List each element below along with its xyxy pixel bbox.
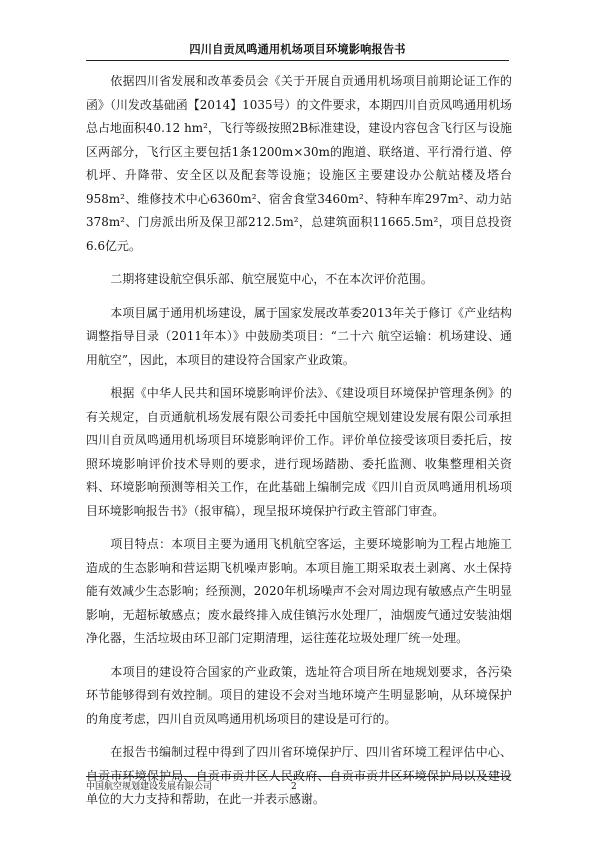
page-header	[86, 38, 509, 61]
paragraph-project-overview: 依据四川省发展和改革委员会《关于开展自贡通用机场项目前期论证工作的函》（川发改基础函【2014】1035号）的文件要求，本期四川自贡凤鸣通用机场总占地面积40.12 hm²，飞行等级按照2B标准建设，建设内容包含飞行区与设施区两部分，飞行区主要包括1条1200m×30m的跑道、联络道、平行滑行道、停机坪、升降带、安全区以及配套等设施；设施区主要建设办公航站楼及塔台958m²、维修技术中心6360m²、宿舍食堂3460m²、特种车库297m²、动力站378m²、门房派出所及保卫部212.5m²，总建筑面积11665.5m²，项目总投资6.6亿元。	[86, 74, 512, 253]
page-footer	[86, 776, 509, 795]
paragraph-conclusion: 本项目的建设符合国家的产业政策，选址符合项目所在地规划要求，各污染环节能够得到有效控制。项目的建设不会对当地环境产生明显影响，从环境保护的角度考虑，四川自贡凤鸣通用机场项目的建设是可行的。	[86, 664, 512, 726]
footer-organization: 中国航空规划建设发展有限公司	[86, 782, 213, 792]
page-number: 2	[291, 782, 297, 792]
document-title: 四川自贡凤鸣通用机场项目环境影响报告书	[189, 43, 406, 56]
paragraph-industry-policy: 本项目属于通用机场建设，属于国家发展改革委2013年关于修订《产业结构调整指导目录（2011年本）》中鼓励类项目：“二十六 航空运输：机场建设、通用航空”，因此，本项目的建设符合国家产业政策。	[86, 305, 512, 367]
paragraph-legal-basis: 根据《中华人民共和国环境影响评价法》、《建设项目环境保护管理条例》的有关规定，自贡通航机场发展有限公司委托中国航空规划建设发展有限公司承担四川自贡凤鸣通用机场项目环境影响评价工作。评价单位接受该项目委托后，按照环境影响评价技术导则的要求，进行现场踏勘、委托监测、收集整理相关资料、环境影响预测等相关工作，在此基础上编制完成《四川自贡凤鸣通用机场项目环境影响报告书》（报审稿），现呈报环境保护行政主管部门审查。	[86, 386, 512, 518]
paragraph-project-features: 项目特点：本项目主要为通用飞机航空客运，主要环境影响为工程占地施工造成的生态影响和营运期飞机噪声影响。本项目施工期采取表土剥离、水土保持能有效减少生态影响；经预测，2020年机场噪声不会对周边现有敏感点产生明显影响，无超标敏感点；废水最终排入成佳镇污水处理厂，油烟废气通过安装油烟净化器，生活垃圾由环卫部门定期清理，运往莲花垃圾处理厂统一处理。	[86, 537, 512, 645]
paragraph-acknowledgements: 在报告书编制过程中得到了四川省环境保护厅、四川省环境工程评估中心、自贡市环境保护局、自贡市贡井区人民政府、自贡市贡井区环境保护局以及建设单位的大力支持和帮助，在此一并表示感谢。	[86, 745, 512, 806]
paragraph-phase-two: 二期将建设航空俱乐部、航空展览中心，不在本次评价范围。	[110, 272, 433, 286]
body-text	[86, 70, 512, 822]
